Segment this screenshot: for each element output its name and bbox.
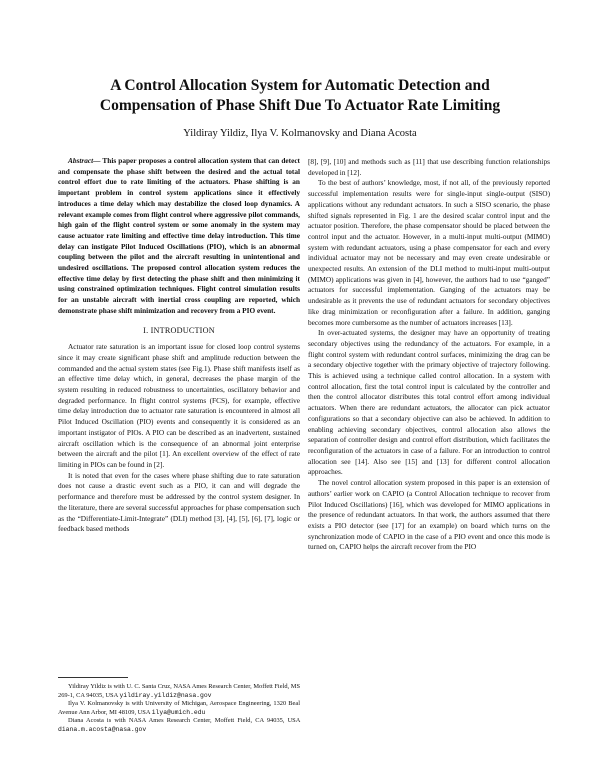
section-heading-introduction: I. INTRODUCTION xyxy=(143,325,215,335)
footnote-2: Ilya V. Kolmanovsky is with University of Michigan, Aerospace Engineering, 1320 Beal Avenue Ann Arbor, MI 48109, USA ilya@umich.edu xyxy=(58,700,300,716)
abstract xyxy=(58,156,300,317)
footnotes xyxy=(58,683,300,735)
footnote-3-email: diana.m.acosta@nasa.gov xyxy=(58,725,147,733)
abstract-lead: Abstract xyxy=(68,156,94,165)
right-column xyxy=(308,157,550,553)
abstract-text: — This paper proposes a control allocation system that can detect and compensate the phase shift between the desired and the actual total control effort due to rate limiting of the actuators. Phase shifting is an important problem in control system applications since it effectively introduces a time delay which may destabilize the closed loop dynamics. A relevant example comes from flight control where aggressive pilot commands, high gain of the flight control system or some anomaly in the system may cause actuator rate limiting and effective time delay introduction. This time delay can instigate Pilot Induced Oscillations (PIO), which is an abnormal coupling between the pilot and the aircraft resulting in unintentional and undesired oscillations. The proposed control allocation system reduces the effective time delay by first detecting the phase shift and then minimizing it using constrained optimization techniques. Flight control simulation results for an unstable aircraft with inertial cross coupling are reported, which demonstrate phase shift minimization and recovery from a PIO event. xyxy=(58,156,300,315)
footnote-rule xyxy=(58,677,128,678)
intro-paragraph-1: Actuator rate saturation is an important issue for closed loop control systems since it may create significant phase shift and amplitude reduction between the commanded and the actual system states (see Fig.1). Phase shift manifests itself as an effective time delay which, in general, decreases the phase margin of the system resulting in reduced robustness to uncertainties, oscillatory behavior and degraded performance. In flight control systems (FCS), for example, effective time delay introduction due to actuator rate saturation is encountered in almost all Pilot Induced Oscillation (PIO) events and consequently it is considered as an important instigator of PIOs. A PIO can be described as an inadvertent, sustained aircraft oscillation which is the consequence of an abnormal joint enterprise between the aircraft and the pilot [1]. An excellent overview of the effect of rate limiting in PIOs can be found in [2]. xyxy=(58,342,300,469)
title-line-2: Compensation of Phase Shift Due To Actuator Rate Limiting xyxy=(99,97,501,114)
footnote-3: Diana Acosta is with NASA Ames Research Center, Moffett Field, CA 94035, USA diana.m.acosta@nasa.gov xyxy=(58,717,300,733)
authors: Yildiray Yildiz, Ilya V. Kolmanovsky and Diana Acosta xyxy=(183,128,417,139)
footnote-1-email: yildiray.yildiz@nasa.gov xyxy=(119,691,212,699)
footnote-1: Yildiray Yildiz is with U. C. Santa Cruz, NASA Ames Research Center, Moffett Field, MS 269-1, CA 94035, USA yildiray.yildiz@nasa.gov xyxy=(58,683,300,699)
right-paragraph-3: The novel control allocation system proposed in this paper is an extension of authors’ earlier work on CAPIO (a Control Allocation technique to recover from Pilot Induced Oscillations) [16], which was developed for MIMO applications in the presence of redundant actuators. In that work, the authors assumed that there exists a PIO detector (see [17] for an example) on board which turns on the synchronization mode of CAPIO in the case of a PIO event and once this mode is turned on, CAPIO helps the aircraft recover from the PIO xyxy=(308,478,550,552)
left-column xyxy=(58,156,300,535)
paper-title xyxy=(40,76,560,116)
footnote-2-email: ilya@umich.edu xyxy=(151,708,206,716)
right-paragraph-0: [8], [9], [10] and methods such as [11] that use describing function relationships developed in [12]. xyxy=(308,157,550,177)
right-paragraph-2: In over-actuated systems, the designer may have an opportunity of treating secondary objectives using the redundancy of the actuators. For example, in a flight control system with redundant control surfaces, minimizing the drag can be a secondary objective together with the primary objective of trajectory following. This is achieved using a technique called control allocation. In a system with control allocation, first the total control input is calculated by the controller and then the control allocator distributes this total control effort among individual actuators. When there are redundant actuators, the allocator can pick actuator configurations so that a secondary objective can also be achieved. In addition to enabling achieving secondary objectives, control allocation also allows the separation of controller design and control effort distribution, which facilitates the reconfiguration of the actuators in case of a failure. For an introduction to control allocation see [14]. Also see [15] and [13] for different control allocation approaches. xyxy=(308,328,550,477)
title-line-1: A Control Allocation System for Automatic Detection and xyxy=(110,77,490,94)
intro-paragraph-2: It is noted that even for the cases where phase shifting due to rate saturation does not cause a drastic event such as a PIO, it can and will degrade the performance and therefore must be addressed by the control system designer. In the literature, there are several successful approaches for phase compensation such as the “Differentiate-Limit-Integrate” (DLI) method [3], [4], [5], [6], [7], logic or feedback based methods xyxy=(58,470,300,534)
right-paragraph-1: To the best of authors’ knowledge, most, if not all, of the previously reported successful implementation results were for single-input single-output (SISO) applications without any redundant actuators. In such a SISO scenario, the phase shifted signals represented in Fig. 1 are the desired scalar control input and the actuator position. Therefore, the phase compensator should be placed between the control input and the actuator. However, in a multi-input multi-output (MIMO) system with redundant actuators, using a phase compensator for each and every individual actuator may not be necessary and may even create undesirable or unexpected results. An extension of the DLI method to multi-input multi-output (MIMO) applications was given in [4], however, the authors had to use “ganged” actuators for successful implementation. Ganging of the actuators may be undesirable as it prevents the use of redundant actuators for secondary objectives like drag minimization or reconfiguration after a failure. In addition, ganging becomes more cumbersome as the number of actuators increases [13]. xyxy=(308,178,550,327)
